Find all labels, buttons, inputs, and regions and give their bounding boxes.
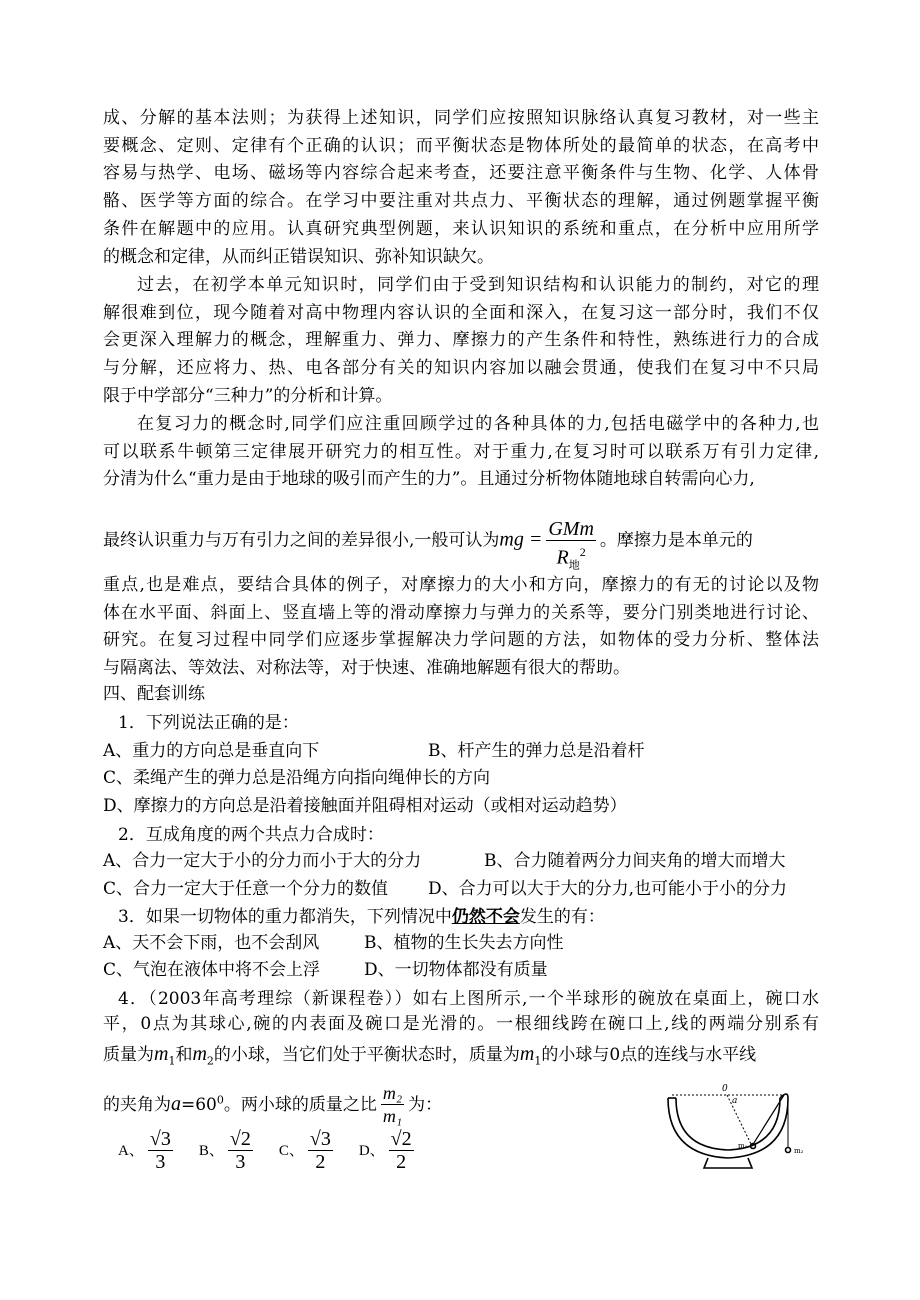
formula-line: 最终认识重力与万有引力之间的差异很小,一般可认为mg = $\frac{\text{GMm}}{R_地^2}$ 。摩擦力是本单元的 (103, 518, 819, 577)
text-line: 体在水平面、斜面上、竖直墙上等的滑动摩擦力与弹力的关系等，要分门别类地进行讨论、 (103, 602, 819, 623)
formula-fraction: $\frac{\text{GMm}}{R_地^2}$ (548, 518, 594, 572)
text-line: 要概念、定则、定律有个正确的认识；而平衡状态是物体所处的最简单的状态，在高考中 (103, 135, 819, 156)
q2-option-d: D、合力可以大于大的分力,也可能小于小的分力 (428, 879, 788, 899)
text-line: 限于中学部分“三种力”的分析和计算。 (103, 385, 393, 406)
bowl-figure (660, 1080, 810, 1175)
text-line: 与隔离法、等效法、对称法等，对于快速、准确地解题有很大的帮助。 (103, 658, 630, 679)
text-line: 条件在解题中的应用。认真研究典型例题，来认识知识的系统和重点，在分析中应用所学 (103, 218, 819, 239)
text-line: 成、分解的基本法则；为获得上述知识，同学们应按照知识脉络认真复习教材，对一些主 (103, 108, 819, 128)
q2-stem: 2．互成角度的两个共点力合成时： (118, 825, 384, 845)
q3-stem: 3．如果一切物体的重力都消失，下列情况中仍然不会发生的有： (118, 907, 605, 927)
text-line: 可以联系牛顿第三定律展开研究力的相互性。对于重力,在复习时可以联系万有引力定律, (103, 441, 819, 462)
text-line: 骼、医学等方面的综合。在学习中要注重对共点力、平衡状态的理解，通过例题掌握平衡 (103, 191, 819, 212)
thread (752, 1095, 784, 1146)
q4-option-c: C、 $\frac{√3}{2}$ (278, 1128, 331, 1173)
bowl-outer (668, 1098, 788, 1158)
q4-line-2: 平，0点为其球心,碗的内表面及碗口是光滑的。一根细线跨在碗口上,线的两端分别系有 (103, 1014, 819, 1034)
text-line: 过去，在初学本单元知识时，同学们由于受到知识结构和认识能力的制约，对它的理 (137, 275, 819, 295)
q2-option-b: B、合力随着两分力间夹角的增大而增大 (484, 851, 786, 871)
mass-ratio: $\frac{\text{m₂}}{\text{m₁}}$ (382, 1083, 403, 1126)
text-line: 研究。在复习过程中同学们应逐步掌握解决力学问题的方法，如物体的受力分析、整体法 (103, 630, 819, 651)
q4-option-d: D、 $\frac{√2}{2}$ (358, 1128, 412, 1173)
q3-option-a: A、天不会下雨，也不会刮风 (103, 933, 320, 953)
q4-option-b: B、 $\frac{√2}{3}$ (198, 1128, 251, 1173)
bowl-inner (676, 1098, 780, 1150)
q2-option-a: A、合力一定大于小的分力而小于大的分力 (103, 851, 422, 871)
section-heading: 四、配套训练 (103, 684, 205, 704)
text-line: 解很难到位，现今随着对高中物理内容认识的全面和深入，在复习这一部分时，我们不仅 (103, 302, 819, 323)
q1-option-a: A、重力的方向总是垂直向下 (103, 741, 320, 761)
q3-option-b: B、植物的生长失去方向性 (364, 933, 564, 953)
text-line: 与分解，还应将力、热、电各部分有关的知识内容加以融会贯通，使我们在复习中不只局 (103, 358, 819, 379)
q4-line-3: 质量为$m_1$和$m_2$的小球，当它们处于平衡状态时，质量为$m_1$的小球与0点的连线与水平线 (103, 1043, 757, 1068)
text-line: 分清为什么“重力是由于地球的吸引而产生的力”。且通过分析物体随地球自转需向心力, (103, 469, 755, 490)
q2-option-c: C、合力一定大于任意一个分力的数值 (103, 879, 389, 899)
label-o: 0 (722, 1084, 728, 1094)
formula-lhs: mg = (499, 528, 543, 551)
text-line: 会更深入理解力的概念，理解重力、弹力、摩擦力的产生条件和特性，熟练进行力的合成 (103, 330, 819, 351)
label-m2: m₂ (794, 1147, 804, 1155)
q4-line-4: 的夹角为$a=60^0$。两小球的质量之比 $\frac{\text{m₂}}{\text{m₁}}$ 为： (103, 1083, 443, 1126)
bowl-base (704, 1158, 752, 1168)
label-alpha: a (732, 1096, 738, 1106)
q4-option-a: A、 $\frac{√3}{3}$ (118, 1128, 171, 1173)
q1-option-d: D、摩擦力的方向总是沿着接触面并阻碍相对运动（或相对运动趋势） (103, 796, 627, 816)
label-m1: m₁ (738, 1142, 748, 1150)
text-line: 的概念和定律，从而纠正错误知识、弥补知识缺欠。 (103, 246, 494, 267)
q1-stem: 1．下列说法正确的是： (118, 713, 299, 733)
q1-option-c: C、柔绳产生的弹力总是沿绳方向指向绳伸长的方向 (103, 768, 491, 788)
q3-option-d: D、一切物体都没有质量 (364, 960, 548, 980)
q4-line-1: 4．（2003年高考理综（新课程卷））如右上图所示,一个半球形的碗放在桌面上，碗口水 (118, 989, 819, 1009)
text-line: 容易与热学、电场、磁场等内容综合起来考查，还要注意平衡条件与生物、化学、人体骨 (103, 163, 819, 184)
text-line: 在复习力的概念时,同学们应注重回顾学过的各种具体的力,包括电磁学中的各种力,也 (137, 414, 819, 434)
q3-option-c: C、气泡在液体中将不会上浮 (103, 960, 321, 980)
text-line: 重点,也是难点，要结合具体的例子，对摩擦力的大小和方向，摩擦力的有无的讨论以及物 (103, 575, 819, 595)
q1-option-b: B、杆产生的弹力总是沿着杆 (428, 741, 645, 761)
